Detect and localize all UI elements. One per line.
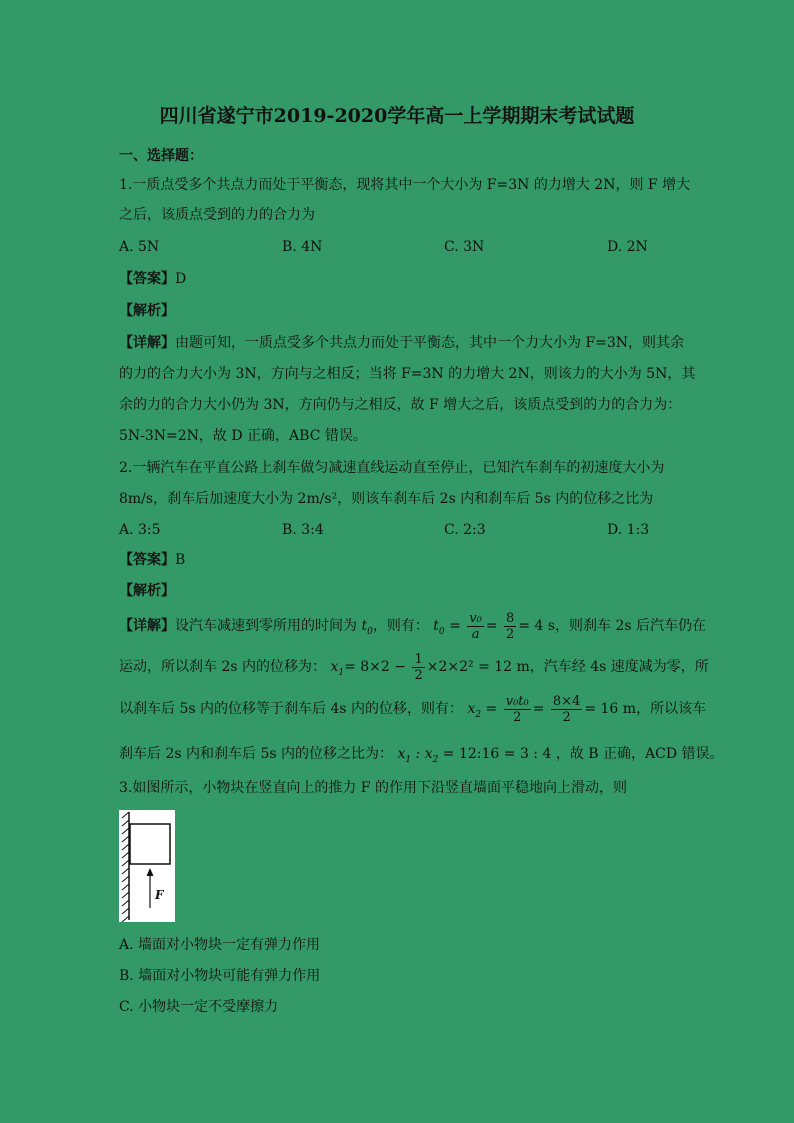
q2-option-c: C. 2:3: [444, 522, 486, 538]
detail-text: 以刹车后 5s 内的位移等于刹车后 4s 内的位移，则有：: [119, 701, 463, 717]
q2-option-d: D. 1:3: [607, 522, 650, 538]
page-title: 四川省遂宁市2019-2020学年高一上学期期末考试试题: [159, 105, 635, 127]
q1-detail-line2: 的力的合力大小为 3N，方向与之相反；当将 F=3N 的力增大 2N，则该力的大小为 5N，其: [119, 366, 696, 382]
q1-detail-line4: 5N-3N=2N，故 D 正确，ABC 错误。: [119, 428, 367, 444]
force-label: F: [155, 888, 164, 902]
q1-stem-line2: 之后，该质点受到的力的合力为: [119, 207, 315, 223]
wall-block-figure: [119, 810, 175, 922]
figure-svg: [119, 810, 175, 922]
q3-stem: 3.如图所示，小物块在竖直向上的推力 F 的作用下沿竖直墙面平稳地向上滑动，则: [119, 780, 627, 796]
var-t0: $t_0$: [433, 618, 445, 637]
detail-text: = 12:16 = 3 : 4 ，故 B 正确，ACD 错误。: [442, 746, 724, 762]
q1-option-b: B. 4N: [282, 239, 323, 255]
fraction-v0-a: $\frac{\text{v₀}}{a}$: [469, 610, 482, 642]
q2-detail-line1: 【详解】设汽车减速到零所用的时间为 $t_0$，则有： $t_0$ = $\frac{\text{v₀}}{a}$ = $\frac{8}{2}$ = 4 s，则刹车 2s 后汽车仍在: [119, 610, 707, 642]
force-arrow-head: [147, 868, 154, 876]
answer-label: 【答案】: [119, 552, 175, 568]
q2-option-b: B. 3:4: [282, 522, 324, 538]
fraction-v0t0-2: $\frac{\text{v₀t₀}}{2}$: [505, 693, 529, 725]
answer-value: B: [175, 552, 186, 568]
q1-option-d: D. 2N: [607, 239, 648, 255]
q1-analysis-label: 【解析】: [119, 303, 175, 319]
q2-detail-line2: [119, 650, 709, 690]
fraction-8x4-2: $\frac{8\times 4}{2}$: [552, 693, 581, 725]
var-x2: $x_2$: [467, 701, 482, 720]
var-t0: $t_0$: [361, 618, 373, 637]
q2-option-a: A. 3:5: [119, 522, 161, 538]
q1-option-c: C. 3N: [444, 239, 485, 255]
detail-text: 设汽车减速到零所用的时间为: [175, 618, 357, 634]
q2-answer: [119, 551, 185, 569]
q1-detail-line3: 余的力的合力大小仍为 3N，方向仍与之相反，故 F 增大之后，该质点受到的力的合力为：: [119, 397, 682, 413]
detail-text: ，则有：: [372, 618, 429, 634]
q2-stem-line2: 8m/s，刹车后加速度大小为 2m/s²，则该车刹车后 2s 内和刹车后 5s 内的位移之比为: [119, 491, 654, 507]
detail-label: 【详解】: [119, 335, 175, 351]
q1-option-a: A. 5N: [119, 239, 160, 255]
block-shape: [130, 824, 170, 864]
q3-option-a: A. 墙面对小物块一定有弹力作用: [119, 937, 321, 953]
detail-text: = 4 s，则刹车 2s 后汽车仍在: [518, 618, 707, 634]
q2-detail-line3: 以刹车后 5s 内的位移等于刹车后 4s 内的位移，则有： $x_2$ = $\frac{\text{v₀t₀}}{2}$ = $\frac{8\times 4}{2}$ = 16 m，所以该车: [119, 693, 707, 725]
detail-label: 【详解】: [119, 618, 175, 634]
var-x1: $x_1$: [330, 659, 345, 678]
detail-text: 由题可知，一质点受多个共点力而处于平衡态，其中一个力大小为 F=3N，则其余: [175, 335, 685, 351]
q3-option-b: B. 墙面对小物块可能有弹力作用: [119, 968, 321, 984]
detail-text: 运动，所以刹车 2s 内的位移为：: [119, 659, 326, 675]
fraction-8-2: $\frac{8}{2}$: [506, 610, 515, 642]
section-heading: 一、选择题：: [119, 148, 203, 164]
answer-label: 【答案】: [119, 271, 175, 287]
detail-text: ×2×2² = 12 m，汽车经 4s 速度减为零，所: [426, 659, 709, 675]
fraction-1-2: $\frac{1}{2}$: [414, 651, 423, 683]
q1-detail-line1: [119, 334, 684, 352]
q2-detail-line4: [119, 745, 724, 769]
detail-text: = 8×2 −: [344, 659, 406, 675]
detail-text: = 16 m，所以该车: [584, 701, 707, 717]
var-x1-x2: $x_1$ : $x_2$: [397, 746, 439, 765]
q3-option-c: C. 小物块一定不受摩擦力: [119, 999, 279, 1015]
q2-analysis-label: 【解析】: [119, 583, 175, 599]
q1-answer: [119, 270, 186, 288]
answer-value: D: [175, 271, 187, 287]
q2-stem-line1: 2.一辆汽车在平直公路上刹车做匀减速直线运动直至停止，已知汽车刹车的初速度大小为: [119, 460, 665, 476]
detail-text: 刹车后 2s 内和刹车后 5s 内的位移之比为：: [119, 746, 393, 762]
q1-stem-line1: 1.一质点受多个共点力而处于平衡态，现将其中一个大小为 F=3N 的力增大 2N，则 F 增大: [119, 177, 691, 193]
